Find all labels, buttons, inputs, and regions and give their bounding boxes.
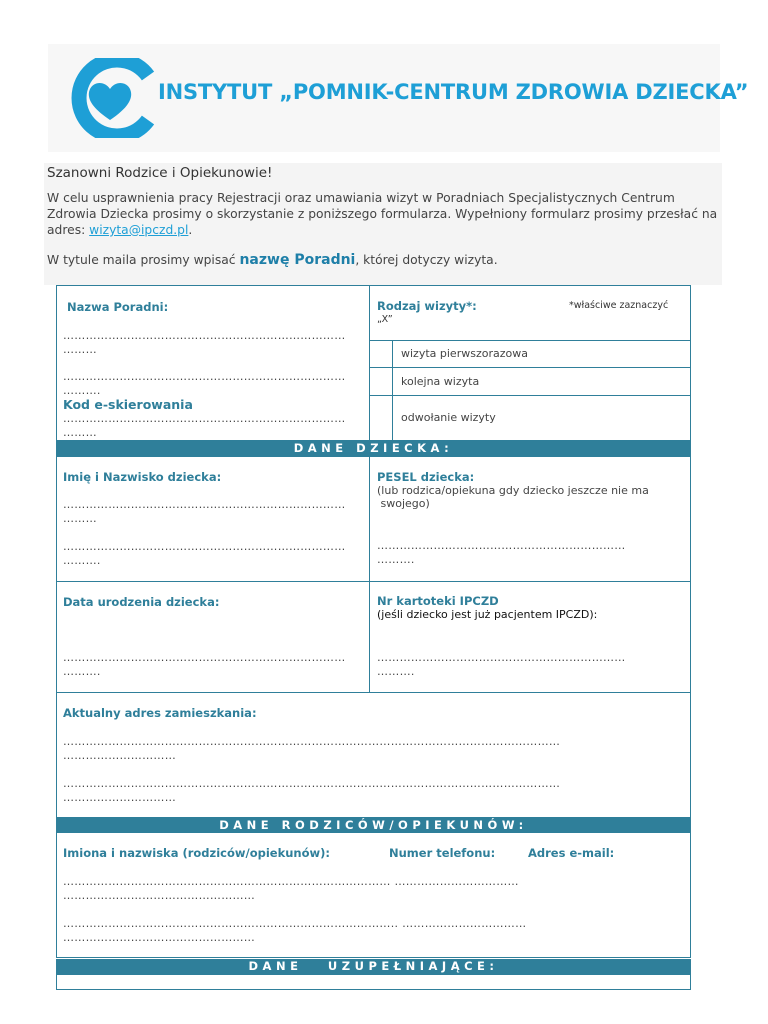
heart-logo-icon xyxy=(62,58,158,138)
address-input-line[interactable]: …………………………………………………………………………………………………………………… xyxy=(63,735,561,748)
parents-input-line-2-cont[interactable]: …………………………………………… xyxy=(63,931,256,944)
parents-input-line-2[interactable]: …………………………………………………………………………….. …………………………… xyxy=(63,917,527,930)
intro-text: W celu usprawnienia pracy Rejestracji oraz umawiania wizyt w Poradniach Specjalistycznych Centrum Zdrowia Dziecka prosimy o skorzystanie z poniższego formularza. Wypełniony formularz prosimy przesłać na adres: xyxy=(47,191,718,237)
visit-type-note: *właściwe zaznaczyć xyxy=(569,300,669,311)
visit-type-note-mark: „X” xyxy=(377,314,393,325)
clinic-input-line-cont[interactable]: ……… xyxy=(63,343,97,356)
pesel-note-cont: swojego) xyxy=(377,497,430,510)
visit-row-line xyxy=(369,367,691,368)
extra-section xyxy=(56,974,691,990)
intro-paragraph xyxy=(47,190,722,238)
child-name-input-line-2[interactable]: ………………………………………………………………… xyxy=(63,540,346,553)
ereferral-label: Kod e-skierowania xyxy=(63,397,193,412)
visit-first-checkbox[interactable] xyxy=(371,342,391,366)
child-name-label: Imię i Nazwisko dziecka: xyxy=(63,470,222,484)
child-data-bar: DANE DZIECKA: xyxy=(56,441,691,456)
parents-name-label: Imiona i nazwiska (rodziców/opiekunów): xyxy=(63,846,330,860)
visit-option-first: wizyta pierwszorazowa xyxy=(401,347,528,360)
card-number-label: Nr kartoteki IPCZD xyxy=(377,594,499,608)
birth-date-label: Data urodzenia dziecka: xyxy=(63,595,220,609)
parents-input-line-cont[interactable]: …………………………………………… xyxy=(63,889,256,902)
card-number-input-line-cont[interactable]: ………. xyxy=(377,665,415,678)
address-label: Aktualny adres zamieszkania: xyxy=(63,706,257,720)
visit-option-next: kolejna wizyta xyxy=(401,375,480,388)
child-row-divider xyxy=(56,581,691,582)
clinic-input-line[interactable]: ………………………………………………………………… xyxy=(63,329,346,342)
pesel-input-line[interactable]: ………………………………………………………… xyxy=(377,539,626,552)
child-name-input-line-cont[interactable]: ……… xyxy=(63,512,97,525)
address-input-line-2-cont[interactable]: ………………………… xyxy=(63,791,176,804)
subject-instruction xyxy=(47,252,722,268)
visit-next-checkbox[interactable] xyxy=(371,369,391,394)
extra-data-bar: DANE UZUPEŁNIAJĄCE: xyxy=(56,959,691,974)
visit-option-cancel: odwołanie wizyty xyxy=(401,411,496,424)
phone-label: Numer telefonu: xyxy=(389,846,496,860)
intro-section xyxy=(44,163,722,285)
card-number-note: (jeśli dziecko jest już pacjentem IPCZD): xyxy=(377,608,598,621)
subject-text-end: , której dotyczy wizyta. xyxy=(355,253,498,267)
email-label: Adres e-mail: xyxy=(528,846,615,860)
birth-date-input-line-cont[interactable]: ………. xyxy=(63,665,101,678)
institute-name: INSTYTUT „POMNIK-CENTRUM ZDROWIA DZIECKA” xyxy=(158,80,749,104)
ereferral-input-line[interactable]: ………………………………………………………………… xyxy=(63,412,346,425)
card-number-input-line[interactable]: ………………………………………………………… xyxy=(377,651,626,664)
pesel-label: PESEL dziecka: xyxy=(377,470,475,484)
clinic-input-line-2[interactable]: ………………………………………………………………… xyxy=(63,370,346,383)
birth-date-input-line[interactable]: ………………………………………………………………… xyxy=(63,651,346,664)
child-name-input-line-2-cont[interactable]: ………. xyxy=(63,554,101,567)
visit-cancel-checkbox[interactable] xyxy=(371,397,391,439)
visit-row-line xyxy=(369,340,691,341)
visit-divider xyxy=(369,285,370,441)
visit-type-label: Rodzaj wizyty*: xyxy=(377,299,477,313)
child-divider xyxy=(369,456,370,693)
ereferral-input-line-cont[interactable]: ……… xyxy=(63,426,97,439)
header-banner xyxy=(48,44,749,152)
pesel-note: (lub rodzica/opiekuna gdy dziecko jeszcze nie ma xyxy=(377,484,649,497)
email-link[interactable]: wizyta@ipczd.pl xyxy=(89,223,189,237)
address-input-line-2[interactable]: …………………………………………………………………………………………………………………… xyxy=(63,777,561,790)
visit-row-line xyxy=(369,395,691,396)
visit-checkbox-column xyxy=(392,340,393,441)
subject-text: W tytule maila prosimy wpisać xyxy=(47,253,240,267)
greeting: Szanowni Rodzice i Opiekunowie! xyxy=(47,165,273,181)
pesel-input-line-cont[interactable]: ………. xyxy=(377,553,415,566)
address-input-line-cont[interactable]: ………………………… xyxy=(63,749,176,762)
clinic-label: Nazwa Poradni: xyxy=(67,300,169,314)
parents-data-bar: DANE RODZICÓW/OPIEKUNÓW: xyxy=(56,818,691,833)
child-name-input-line[interactable]: ………………………………………………………………… xyxy=(63,498,346,511)
subject-highlight: nazwę Poradni xyxy=(239,252,356,268)
parents-input-line[interactable]: …………………………………………………………………………… …………………………… xyxy=(63,875,519,888)
clinic-input-line-2-cont[interactable]: ………. xyxy=(63,384,101,397)
intro-text-end: . xyxy=(188,223,193,237)
